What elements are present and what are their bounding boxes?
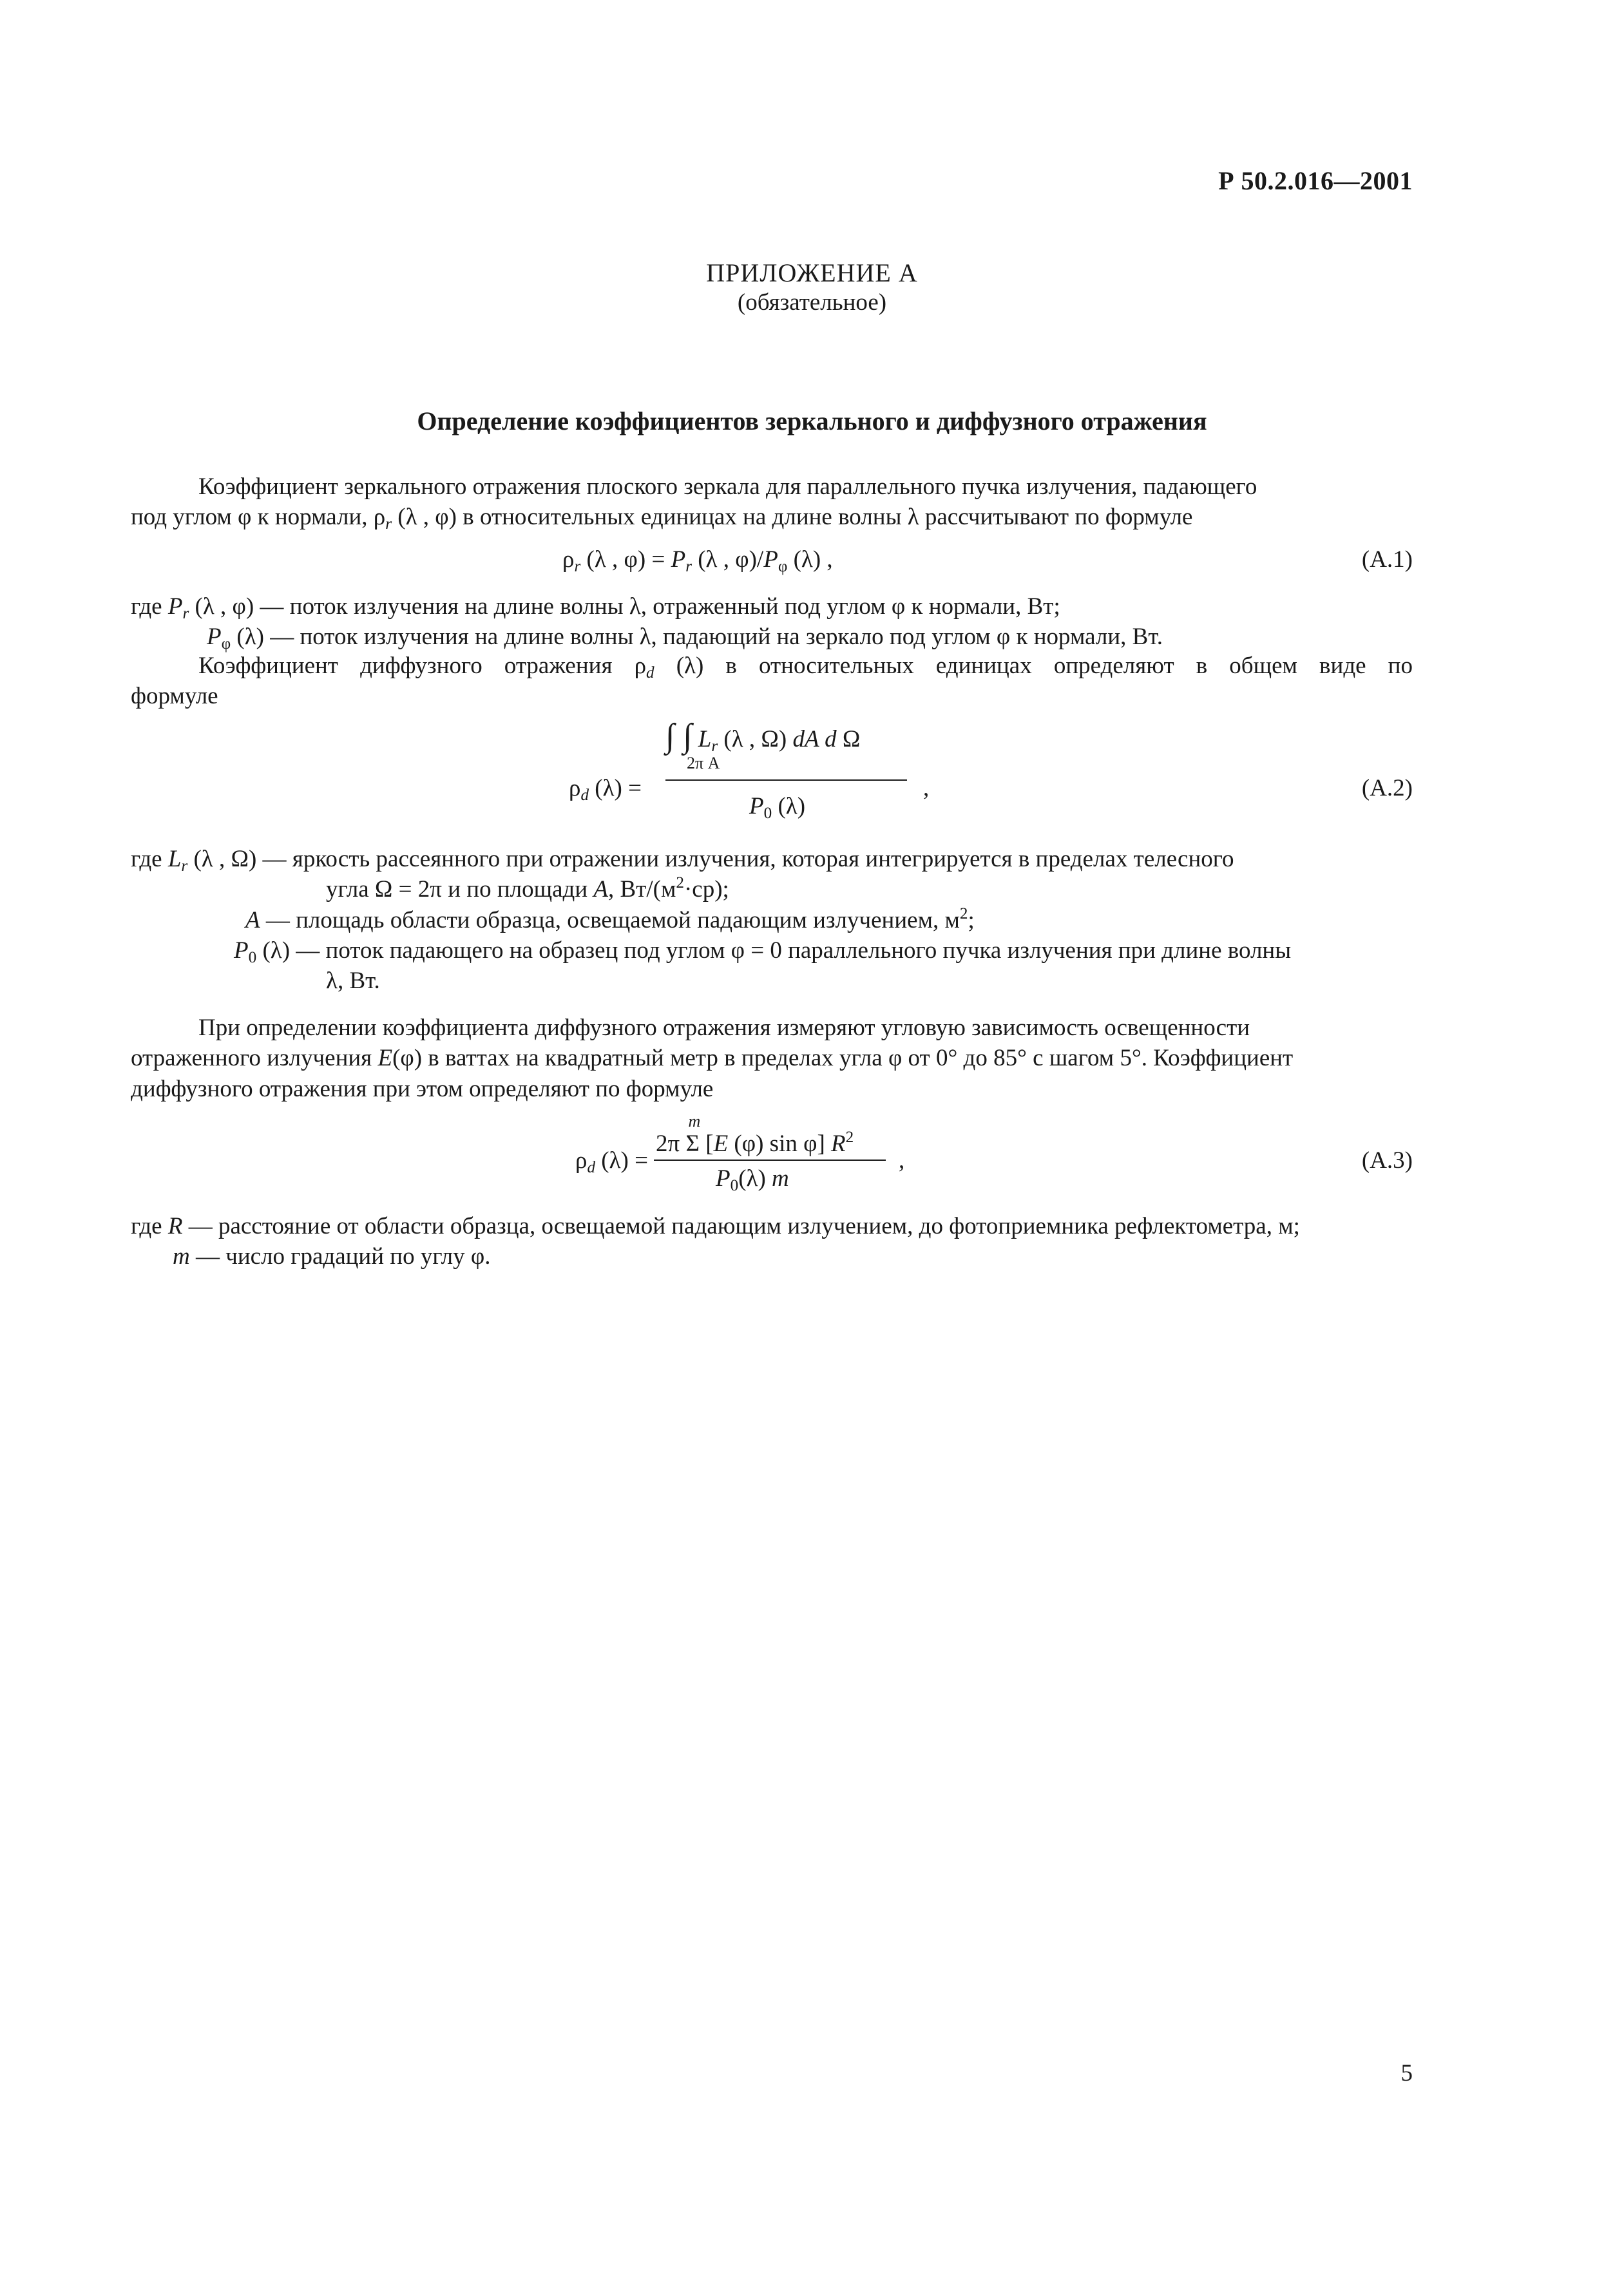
equation-a3-denominator: $P_0(\lambda)$ m [716, 1165, 789, 1195]
equation-a3-comma: , [899, 1147, 905, 1174]
equation-a2-numerator: ∫ ∫ $L_r$ (λ , Ω) dA d Ω [665, 718, 861, 756]
equation-a3 [131, 1109, 1413, 1199]
equation-a3-numerator: 2π m Σ [E (φ) sin φ] $R^2$ [656, 1112, 854, 1157]
section-title: Определение коэффициентов зеркального и диффузного отражения [417, 406, 1207, 435]
where-2-row-1-cont: угла Ω = 2π и по площади A, $Вт/(м^2\cdot ср)$; [326, 874, 729, 903]
paragraph-3 [131, 1013, 1413, 1104]
appendix-title: ПРИЛОЖЕНИЕ А [706, 258, 918, 287]
where-clause-3 [131, 1211, 1413, 1272]
where-clause-2 [131, 844, 1413, 997]
where-2-row-2: A — площадь области образца, освещаемой падающим излучением, $м^2$; [245, 904, 975, 933]
equation-a2-limits: 2π A [687, 754, 720, 772]
equation-a3-fraction-bar [654, 1160, 886, 1161]
where-1-row-2: $P_\varphi$ (λ) — поток излучения на длине волны λ, падающий на зеркало под углом φ к нормали, Вт. [207, 624, 1163, 653]
paragraph-2-line-2: формуле [131, 683, 218, 710]
paragraph-1 [131, 472, 1413, 533]
paragraph-3-line-3: диффузного отражения при этом определяют по формуле [131, 1075, 714, 1102]
equation-a1-number: (А.1) [1361, 546, 1413, 573]
where-3-row-1: где R — расстояние от области образца, освещаемой падающим излучением, до фотоприемника рефлектометра, м; [131, 1213, 1300, 1239]
paragraph-3-line-1: При определении коэффициента диффузного отражения измеряют угловую зависимость освещенности [198, 1015, 1250, 1041]
paragraph-1-line-1: Коэффициент зеркального отражения плоского зеркала для параллельного пучка излучения, падающего [198, 473, 1257, 500]
where-2-row-3: $P_0$ (λ) — поток падающего на образец под углом φ = 0 параллельного пучка излучения при длине волны [234, 937, 1292, 967]
equation-a2-comma: , [923, 775, 930, 801]
equation-a1-body: $\rho_r$ (λ , $\varphi) = P_r$ (λ , $\varphi)/P_\varphi$ (λ) , [562, 546, 833, 576]
equation-a2 [131, 715, 1413, 837]
paragraph-2-line-1: Коэффициент диффузного отражения $\rho_d$ (λ) в относительных единицах определяют в общем виде по [198, 653, 1413, 682]
page-number: 5 [1400, 2060, 1413, 2086]
where-3-row-2: m — число градаций по углу φ. [173, 1243, 491, 1270]
equation-a2-fraction-bar [665, 779, 907, 781]
paragraph-3-line-2: отраженного излучения E(φ) в ваттах на квадратный метр в пределах угла φ от 0° до 85° с шагом 5°. Коэффициент [131, 1045, 1294, 1072]
equation-a2-lhs: $\rho_d$ (λ) = [569, 775, 642, 805]
appendix-status: (обязательное) [737, 289, 887, 316]
equation-a3-lhs: $\rho_d$ (λ) = [575, 1147, 648, 1177]
equation-a2-denominator: $P_0$ (λ) [749, 793, 806, 823]
standard-number: Р 50.2.016—2001 [1218, 166, 1413, 195]
equation-a2-number: (А.2) [1361, 775, 1413, 801]
paragraph-2 [131, 651, 1413, 712]
paragraph-1-line-2: под углом φ к нормали, $\rho_r$ (λ , φ) в относительных единицах на длине волны λ рассчитывают по формуле [131, 504, 1193, 533]
where-clause-1 [131, 591, 1413, 653]
equation-a3-number: (А.3) [1361, 1147, 1413, 1174]
where-1-row-1: где $P_r$ (λ , φ) — поток излучения на длине волны λ, отраженный под углом φ к нормали, Вт; [131, 593, 1060, 623]
where-2-row-3-cont: λ, Вт. [326, 968, 380, 995]
where-2-row-1: где $L_r$ (λ , Ω) — яркость рассеянного при отражении излучения, которая интегрируется в пределах телесного [131, 846, 1234, 875]
